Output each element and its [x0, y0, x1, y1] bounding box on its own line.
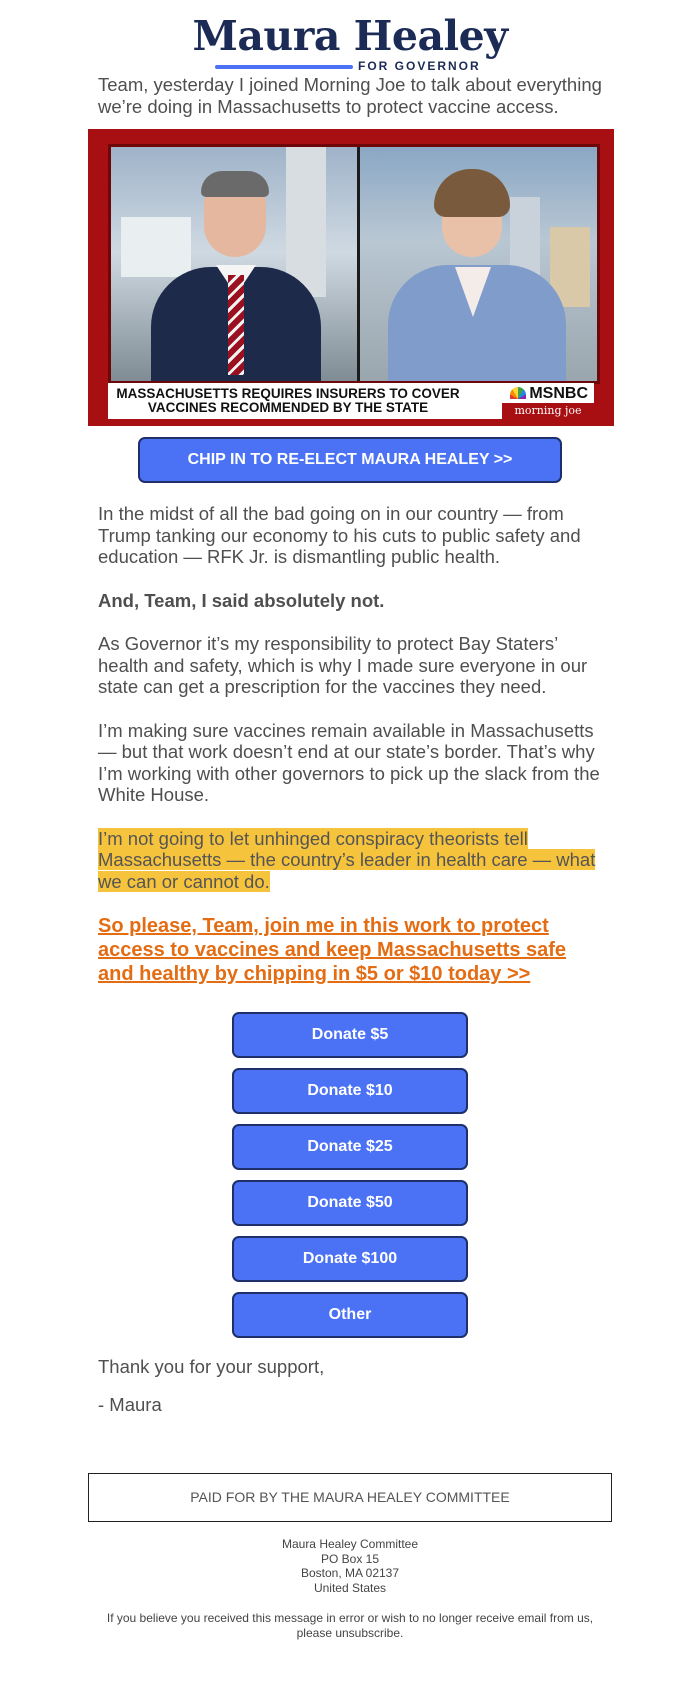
video-right-pane: [360, 147, 597, 381]
address-line: Boston, MA 02137: [300, 1566, 400, 1580]
video-frame: [108, 144, 600, 384]
address-line: PO Box 15: [320, 1551, 380, 1566]
paragraph-5-highlight: [98, 828, 602, 893]
morning-joe-video-thumbnail[interactable]: [88, 129, 614, 426]
logo-subtitle: FOR GOVERNOR: [358, 59, 481, 73]
signature: - Maura: [98, 1394, 162, 1415]
logo-name: Maura Healey: [192, 12, 508, 60]
campaign-logo[interactable]: [0, 0, 700, 74]
donate-other-button[interactable]: Other: [232, 1292, 468, 1338]
chyron-bar: [108, 381, 594, 419]
show-tag: morning joe: [502, 403, 594, 419]
governor-hair: [434, 169, 510, 217]
paragraph-1: In the midst of all the bad going on in our country — from Trump tanking our economy to his cuts to public safety and education — RFK Jr. is dismantling public health.: [98, 503, 581, 567]
white-house-image: [121, 217, 191, 277]
address-line: United States: [313, 1580, 387, 1595]
donate-25-button[interactable]: Donate $25: [232, 1124, 468, 1170]
video-left-pane: [111, 147, 360, 381]
thanks-text: Thank you for your support,: [98, 1356, 325, 1377]
host-hair: [201, 171, 269, 197]
donate-link[interactable]: So please, Team, join me in this work to protect access to vaccines and keep Massachusetts safe and healthy by chipping in $5 or $10 today >>: [98, 915, 567, 985]
paragraph-4: I’m making sure vaccines remain available in Massachusetts — but that work doesn’t end at our state’s border. That’s why I’m working with other governors to pick up the slack from the White House.: [98, 719, 600, 805]
unsubscribe-note[interactable]: If you believe you received this message in error or wish to no longer receive email from us, please unsubscribe.: [106, 1611, 594, 1640]
network-name: MSNBC: [529, 385, 588, 402]
column-image: [286, 147, 326, 297]
donate-100-button[interactable]: Donate $100: [232, 1236, 468, 1282]
paid-for-disclaimer: PAID FOR BY THE MAURA HEALEY COMMITTEE: [88, 1473, 612, 1522]
highlighted-text: I’m not going to let unhinged conspiracy theorists tell Massachusetts — the country’s leader in health care — what we can or cannot do.: [98, 827, 596, 892]
donate-50-button[interactable]: Donate $50: [232, 1180, 468, 1226]
chyron-text: MASSACHUSETTS REQUIRES INSURERS TO COVER VACCINES RECOMMENDED BY THE STATE: [116, 386, 460, 415]
address-line: Maura Healey Committee: [281, 1537, 419, 1551]
host-tie: [228, 275, 244, 375]
peacock-icon: [510, 387, 526, 399]
msnbc-logo: [510, 385, 588, 403]
paragraph-2: And, Team, I said absolutely not.: [98, 589, 385, 611]
logo-subtitle-row: [210, 58, 490, 72]
donate-10-button[interactable]: Donate $10: [232, 1068, 468, 1114]
logo-underline: [215, 65, 353, 69]
intro-text: Team, yesterday I joined Morning Joe to talk about everything we’re doing in Massachusetts to protect vaccine access.: [98, 74, 602, 117]
paragraph-3: As Governor it’s my responsibility to protect Bay Staters’ health and safety, which is why I made sure everyone in our state can get a prescription for the vaccines they need.: [98, 633, 588, 697]
re-elect-donate-button[interactable]: CHIP IN TO RE-ELECT MAURA HEALEY >>: [138, 437, 562, 483]
donate-buttons: [232, 1012, 468, 1338]
mailing-address: [0, 1537, 700, 1595]
donate-5-button[interactable]: Donate $5: [232, 1012, 468, 1058]
